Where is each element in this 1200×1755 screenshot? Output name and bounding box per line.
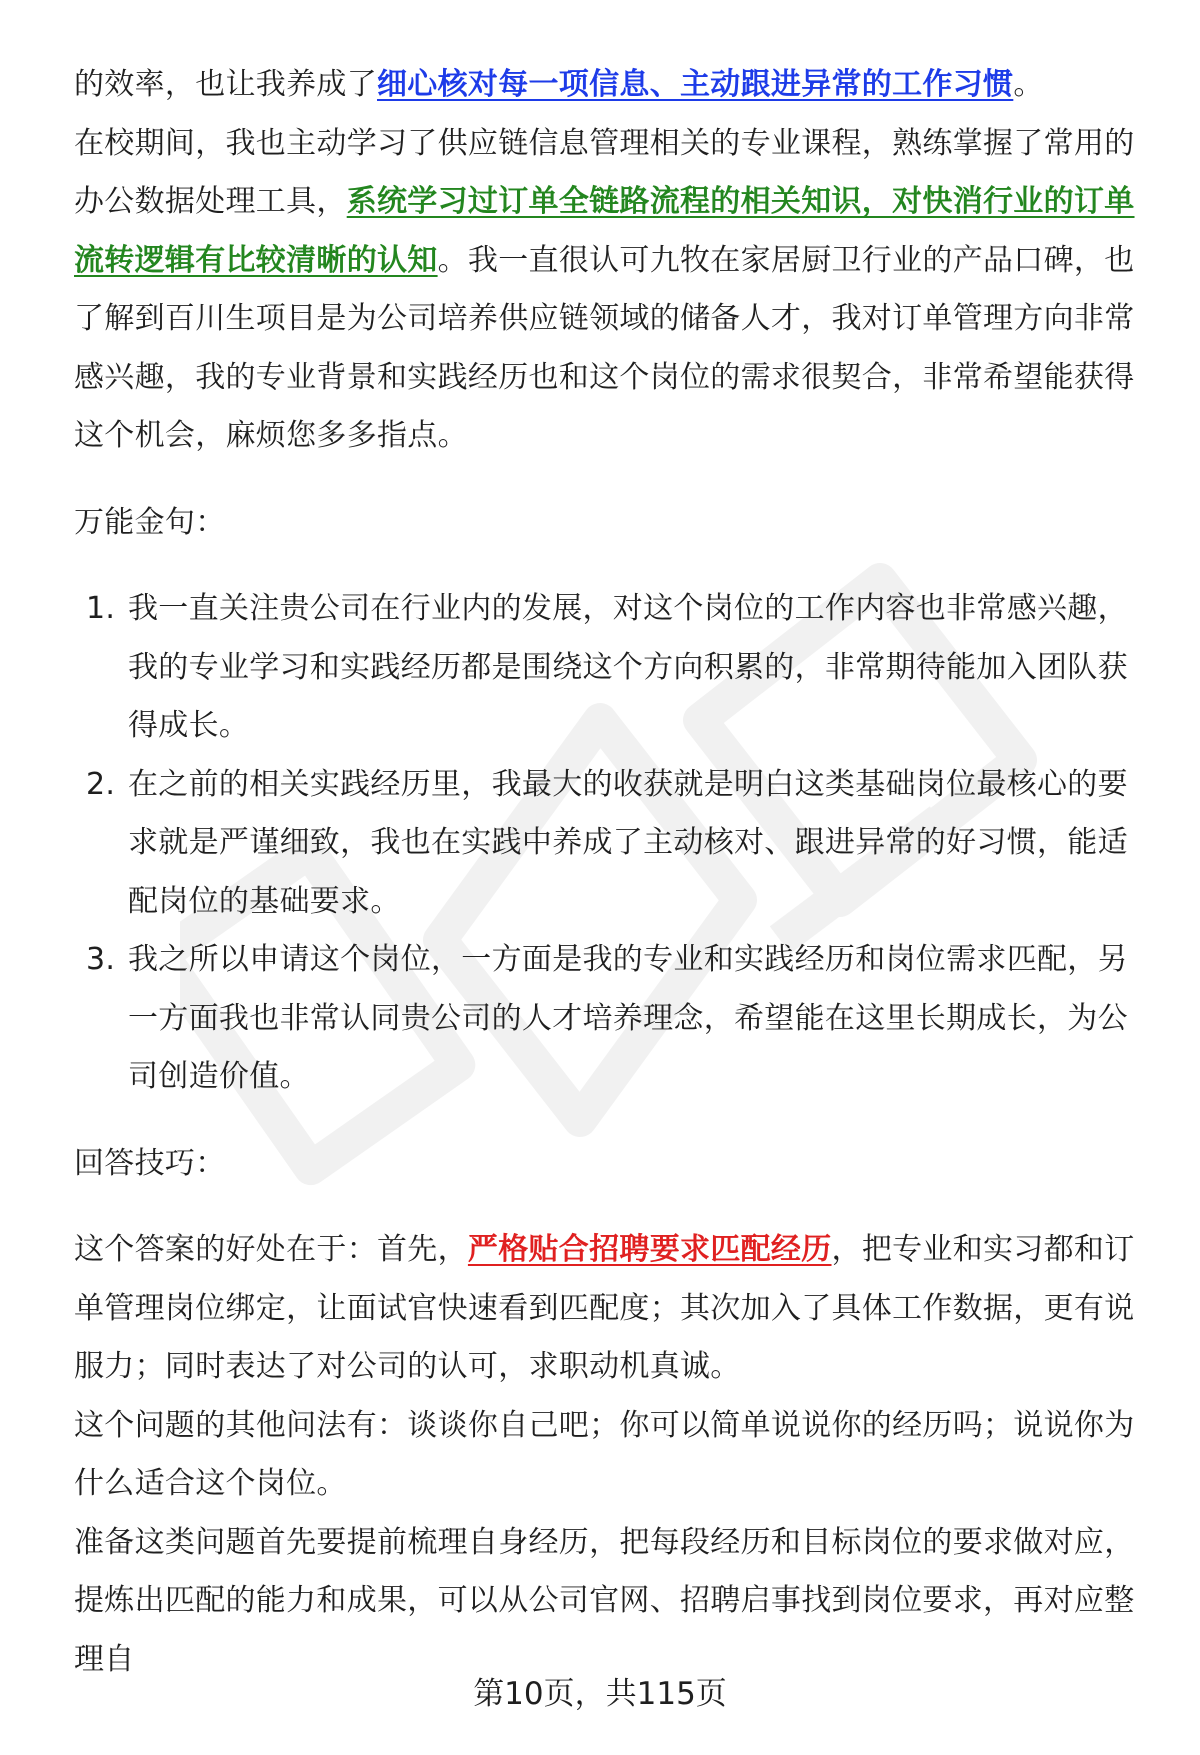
paragraph-1-end: 。 — [1013, 67, 1044, 102]
paragraph-2-end: 。我一直很认可九牧在家居厨卫行业的产品口碑，也了解到百川生项目是为公司培养供应链领域的储备人才，我对订单管理方向非常感兴趣，我的专业背景和实践经历也和这个岗位的需求很契合，非常希望能获得这个机会，麻烦您多多指点。 — [74, 242, 1135, 453]
paragraph-1-text: 的效率，也让我养成了 — [74, 67, 377, 102]
section-title-answer-tips: 回答技巧： — [74, 1145, 226, 1181]
list-item-number: 1. — [86, 591, 116, 626]
paragraph-3 — [74, 1221, 1144, 1397]
paragraph-2-text: 在校期间，我也主动学习了供应链信息管理相关的专业课程，熟练掌握了常用的办公数据处理工具， — [74, 125, 1135, 219]
paragraph-4: 这个问题的其他问法有：谈谈你自己吧；你可以简单说说你的经历吗；说说你为什么适合这个岗位。 — [74, 1407, 1135, 1501]
list-item-text: 我之所以申请这个岗位，一方面是我的专业和实践经历和岗位需求匹配，另一方面我也非常认同贵公司的人才培养理念，希望能在这里长期成长，为公司创造价值。 — [128, 942, 1128, 1094]
blue-highlight-text: 细心核对每一项信息、主动跟进异常的工作习惯 — [377, 67, 1014, 102]
paragraph-1 — [74, 56, 1144, 115]
document-body — [74, 56, 1144, 1689]
section-title-golden-sentences: 万能金句： — [74, 504, 226, 540]
paragraph-3-text: 这个答案的好处在于：首先， — [74, 1232, 468, 1267]
list-item — [74, 580, 1144, 756]
golden-sentences-list — [74, 580, 1144, 1107]
list-item-number: 2. — [86, 766, 116, 802]
list-item-number: 3. — [86, 942, 116, 977]
red-highlight-text: 严格贴合招聘要求匹配经历 — [467, 1232, 832, 1267]
green-highlight-text: 系统学习过订单全链路流程的相关知识，对快消行业的订单流转逻辑有比较清晰的认知 — [74, 184, 1135, 278]
list-item — [74, 931, 1144, 1107]
paragraph-5: 准备这类问题首先要提前梳理自身经历，把每段经历和目标岗位的要求做对应，提炼出匹配的能力和成果，可以从公司官网、招聘启事找到岗位要求，再对应整理自 — [74, 1524, 1135, 1677]
page-number-footer: 第10页，共115页 — [473, 1676, 727, 1712]
list-item-text: 在之前的相关实践经历里，我最大的收获就是明白这类基础岗位最核心的要求就是严谨细致，我也在实践中养成了主动核对、跟进异常的好习惯，能适配岗位的基础要求。 — [128, 766, 1128, 919]
list-item — [74, 756, 1144, 932]
paragraph-2 — [74, 115, 1144, 466]
paragraph-3-end: ，把专业和实习都和订单管理岗位绑定，让面试官快速看到匹配度；其次加入了具体工作数据，更有说服力；同时表达了对公司的认可，求职动机真诚。 — [74, 1232, 1135, 1384]
list-item-text: 我一直关注贵公司在行业内的发展，对这个岗位的工作内容也非常感兴趣，我的专业学习和实践经历都是围绕这个方向积累的，非常期待能加入团队获得成长。 — [128, 591, 1128, 743]
